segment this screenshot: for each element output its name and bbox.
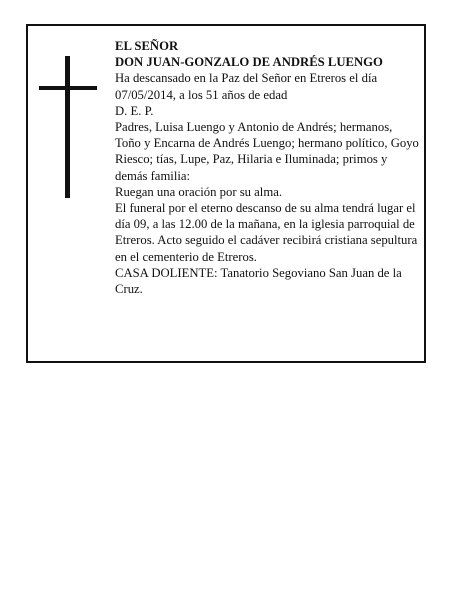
obituary-text <box>115 38 419 297</box>
mourning-house: CASA DOLIENTE: Tanatorio Segoviano San Juan de la Cruz. <box>115 265 402 297</box>
deceased-name: DON JUAN-GONZALO DE ANDRÉS LUENGO <box>115 55 383 70</box>
cross-vertical-bar <box>65 56 70 198</box>
cross-horizontal-bar <box>39 86 97 90</box>
cross-icon <box>39 56 97 198</box>
rest-in-peace-text: D. E. P. <box>115 103 154 118</box>
prayer-request: Ruegan una oración por su alma. <box>115 184 283 199</box>
death-statement: Ha descansado en la Paz del Señor en Etreros el día 07/05/2014, a los 51 años de edad <box>115 71 378 102</box>
funeral-details: El funeral por el eterno descanso de su alma tendrá lugar el día 09, a las 12.00 de la mañana, en la iglesia parroquial de Etreros. Acto seguido el cadáver recibirá cristiana sepultura en el cementerio de Etreros. <box>115 201 418 264</box>
family-list: Padres, Luisa Luengo y Antonio de Andrés; hermanos, Toño y Encarna de Andrés Luengo; hermano político, Goyo Riesco; tías, Lupe, Paz, Hilaria e Iluminada; primos y demás familia: <box>115 120 419 183</box>
obituary-notice <box>26 24 426 363</box>
notice-title: EL SEÑOR <box>115 39 179 53</box>
